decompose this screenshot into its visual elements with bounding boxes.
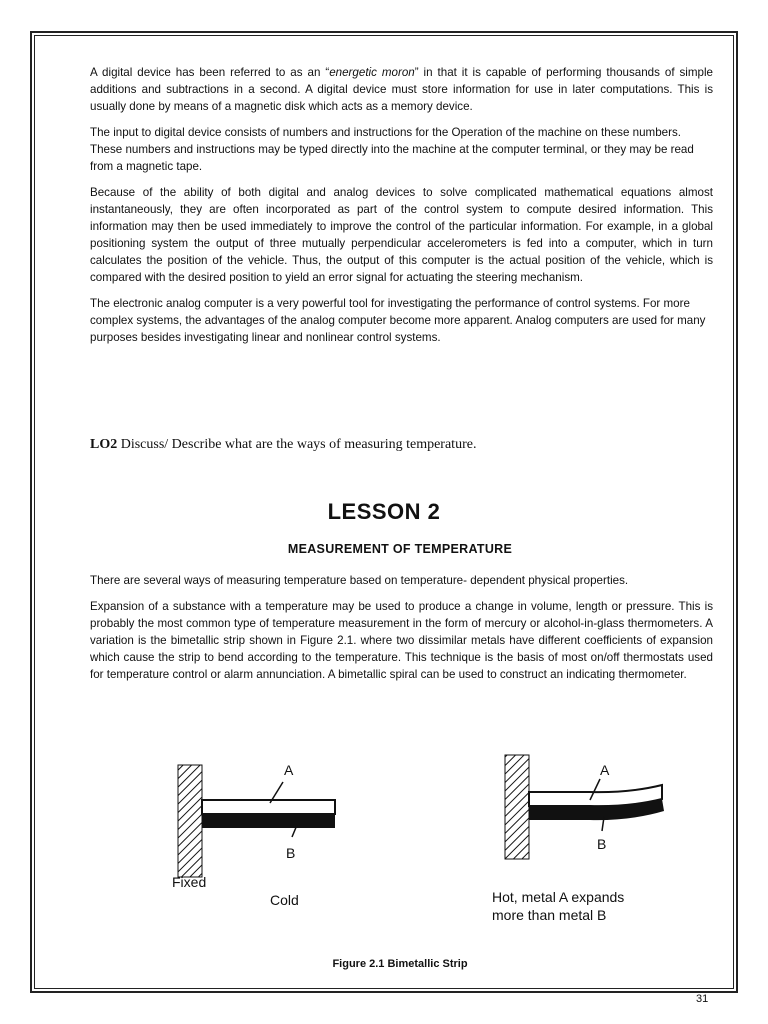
bimetallic-strip-figure	[160, 745, 680, 945]
hot-strip-diagram	[492, 755, 664, 923]
cold-metal-b	[202, 814, 335, 828]
figure-caption: Figure 2.1 Bimetallic Strip	[332, 958, 468, 970]
paragraph-digital-device-pre: A digital device has been referred to as an “	[90, 66, 330, 79]
cold-metal-a	[202, 800, 335, 814]
hot-label-state-line2: more than metal B	[492, 907, 607, 923]
paragraph-digital-analog-ability: Because of the ability of both digital and analog devices to solve complicated mathematical equations almost instantaneously, they are often incorporated as part of the control system to compute desired information. This information may then be used immediately to improve the control of the particular information. For example, in a global positioning system the output of three mutually perpendicular accelerometers is fed into a computer, which in turn calculates the position of the vehicle. Thus, the output of this computer is the actual position of the vehicle, which is compared with the desired position to yield an error signal for actuating the steering mechanism.	[90, 186, 713, 284]
lesson-subtitle: MEASUREMENT OF TEMPERATURE	[287, 542, 513, 556]
hot-label-a: A	[600, 762, 610, 778]
hot-label-b: B	[597, 836, 607, 852]
bimetallic-strip-illustration	[160, 745, 680, 945]
top-text-block	[90, 64, 713, 355]
paragraph-temperature-ways: There are several ways of measuring temperature based on temperature- dependent physical properties.	[90, 574, 629, 587]
paragraph-expansion: Expansion of a substance with a temperature may be used to produce a change in volume, length or pressure. This is probably the most common type of temperature measurement in the form of mercury or alcohol-in-glass thermometers. A variation is the bimetallic strip shown in Figure 2.1. where two dissimilar metals have different coefficients of expansion which cause the strip to bend according to the temperature. This technique is the basis of most on/off thermostats used for temperature control or alarm annunciation. A bimetallic spiral can be used to construct an indicating thermometer.	[90, 600, 713, 681]
paragraph-digital-device-post: ” in that it is capable of performing thousands of simple additions and subtractions in a second. A digital device must store information for use in later computations. This is usually done by means of a magnetic disk which acts as a memory device.	[90, 66, 714, 113]
cold-label-b: B	[286, 845, 296, 861]
lesson-title: LESSON 2	[327, 499, 441, 524]
learning-objective-text: Discuss/ Describe what are the ways of measuring temperature.	[117, 437, 477, 452]
paragraph-digital-input: The input to digital device consists of numbers and instructions for the Operation of the machine on these numbers. These numbers and instructions may be typed directly into the machine at the computer terminal, or they may be read from a magnetic tape.	[90, 126, 694, 173]
cold-label-a: A	[284, 762, 294, 778]
hot-label-state-line1: Hot, metal A expands	[492, 889, 625, 905]
bottom-text-block	[90, 572, 713, 692]
cold-label-state: Cold	[270, 892, 299, 908]
learning-objective	[90, 437, 476, 453]
cold-strip-diagram	[172, 762, 335, 908]
paragraph-analog-computer: The electronic analog computer is a very powerful tool for investigating the performance of control systems. For more complex systems, the advantages of the analog computer become more apparent. Analog computers are used for many purposes besides investigating linear and nonlinear control systems.	[90, 297, 706, 344]
paragraph-digital-device	[90, 64, 713, 115]
learning-objective-code: LO2	[90, 437, 118, 452]
paragraph-digital-device-emphasis: energetic moron	[329, 66, 415, 79]
page-number: 31	[696, 993, 709, 1005]
cold-label-fixed: Fixed	[172, 874, 207, 890]
cold-wall-hatch	[178, 765, 202, 877]
hot-wall-hatch	[505, 755, 529, 859]
